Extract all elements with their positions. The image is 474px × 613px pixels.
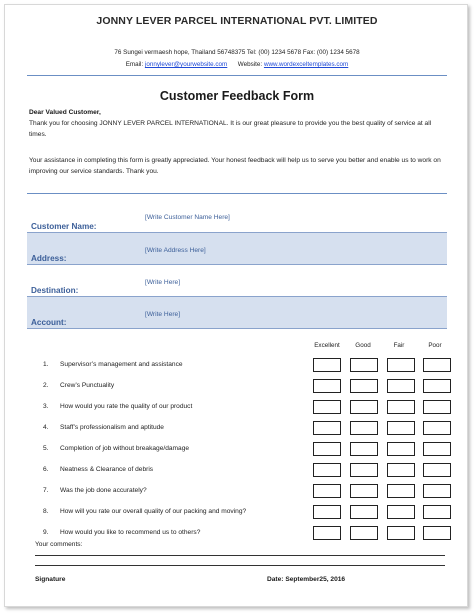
email-link[interactable]: jonnylever@yourwebsite.com [144,61,228,68]
question-row [27,526,447,546]
destination-value[interactable]: [Write Here] [145,279,181,286]
address-value[interactable]: [Write Address Here] [145,247,206,254]
question-number: 1. [43,361,49,368]
question-number: 5. [43,445,49,452]
company-address: 76 Sungei vermaesh hope, Thailand 56748375 Tel: (00) 1234 5678 Fax: (00) 1234 5678 [114,49,360,56]
rating-box-good[interactable] [350,526,378,540]
rating-box-excellent[interactable] [313,358,341,372]
account-value[interactable]: [Write Here] [145,311,181,318]
rating-box-poor[interactable] [423,442,451,456]
question-text: Was the job done accurately? [60,487,147,494]
rating-box-good[interactable] [350,484,378,498]
question-number: 9. [43,529,49,536]
company-name: JONNY LEVER PARCEL INTERNATIONAL PVT. LIMITED [96,15,378,27]
website-link[interactable]: www.wordexceltemplates.com [263,61,349,68]
rating-box-poor[interactable] [423,421,451,435]
comment-line[interactable] [35,565,445,566]
rating-box-good[interactable] [350,400,378,414]
rating-box-fair[interactable] [387,400,415,414]
rating-header-good: Good [355,342,371,349]
rating-box-excellent[interactable] [313,505,341,519]
rating-header-poor: Poor [428,342,442,349]
address-label: Address: [31,254,67,263]
rating-box-poor[interactable] [423,400,451,414]
intro-paragraph: Thank you for choosing JONNY LEVER PARCEL INTERNATIONAL. It is our great pleasure to provide you the best quality of service at all times. [29,120,432,138]
email-label: Email: [125,61,144,68]
question-row [27,463,447,483]
question-text: How will you rate our overall quality of our packing and moving? [60,508,247,515]
rating-header-excellent: Excellent [314,342,340,349]
rating-box-excellent[interactable] [313,526,341,540]
question-row [27,484,447,504]
rating-box-good[interactable] [350,442,378,456]
rating-box-fair[interactable] [387,484,415,498]
rating-box-poor[interactable] [423,526,451,540]
destination-field[interactable] [27,265,447,297]
question-text: Completion of job without breakage/damage [60,445,190,452]
salutation: Dear Valued Customer, [29,109,101,116]
contact-line [5,61,469,68]
rating-box-excellent[interactable] [313,442,341,456]
rating-box-good[interactable] [350,463,378,477]
assistance-paragraph: Your assistance in completing this form is greatly appreciated. Your honest feedback will help us to serve you better and enable us to work on improving our service standards. Thank you. [29,157,441,175]
question-row [27,358,447,378]
customer-name-label: Customer Name: [31,222,97,231]
rating-box-good[interactable] [350,421,378,435]
rating-box-good[interactable] [350,379,378,393]
question-number: 4. [43,424,49,431]
signature-label: Signature [35,576,66,583]
comment-line[interactable] [35,555,445,556]
website-label: Website: [237,61,263,68]
question-text: Supervisor’s management and assistance [60,361,183,368]
rating-box-fair[interactable] [387,421,415,435]
question-text: Neatness & Clearance of debris [60,466,154,473]
rating-box-poor[interactable] [423,358,451,372]
question-row [27,379,447,399]
rating-box-fair[interactable] [387,526,415,540]
rating-box-excellent[interactable] [313,379,341,393]
rating-box-excellent[interactable] [313,463,341,477]
rating-box-excellent[interactable] [313,400,341,414]
question-number: 8. [43,508,49,515]
rating-box-poor[interactable] [423,484,451,498]
rating-box-poor[interactable] [423,463,451,477]
rating-box-fair[interactable] [387,379,415,393]
question-text: Staff’s professionalism and aptitude [60,424,164,431]
header-divider [27,75,447,76]
question-text: How would you like to recommend us to others? [60,529,201,536]
rating-box-poor[interactable] [423,505,451,519]
question-number: 6. [43,466,49,473]
rating-box-fair[interactable] [387,463,415,477]
account-label: Account: [31,318,67,327]
customer-name-field[interactable] [27,201,447,233]
comments-label: Your comments: [35,541,83,548]
form-title: Customer Feedback Form [159,89,315,103]
question-row [27,421,447,441]
question-text: How would you rate the quality of our product [60,403,193,410]
question-number: 3. [43,403,49,410]
rating-box-poor[interactable] [423,379,451,393]
rating-box-fair[interactable] [387,442,415,456]
question-row [27,442,447,462]
account-field[interactable] [27,297,447,329]
customer-name-value[interactable]: [Write Customer Name Here] [145,214,230,221]
question-row [27,400,447,420]
destination-label: Destination: [31,286,79,295]
address-field[interactable] [27,233,447,265]
rating-header-fair: Fair [393,342,405,349]
rating-box-excellent[interactable] [313,421,341,435]
rating-box-fair[interactable] [387,505,415,519]
date-label: Date: September25, 2016 [267,576,346,583]
rating-box-good[interactable] [350,505,378,519]
rating-box-fair[interactable] [387,358,415,372]
rating-box-good[interactable] [350,358,378,372]
rating-box-excellent[interactable] [313,484,341,498]
question-number: 2. [43,382,49,389]
question-row [27,505,447,525]
question-text: Crew’s Punctuality [60,382,115,389]
question-number: 7. [43,487,49,494]
form-page [4,4,468,607]
section-divider [27,193,447,194]
